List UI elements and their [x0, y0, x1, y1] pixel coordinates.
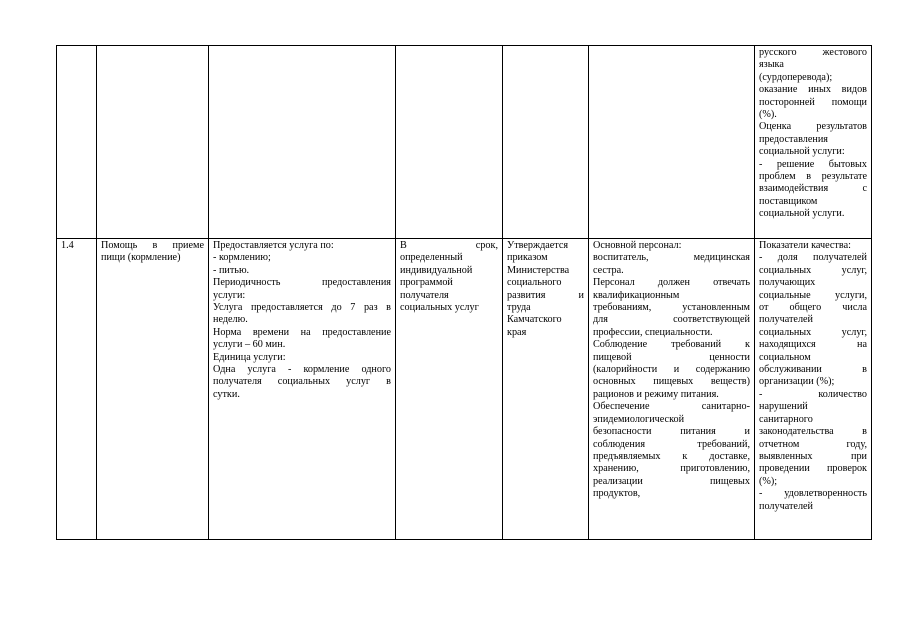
text-line: социального: [507, 277, 562, 289]
text-line: социальном: [759, 351, 811, 363]
cell-term: [396, 239, 503, 540]
text-line: услуги:: [213, 289, 246, 301]
text-line: социальные услуги,: [759, 289, 867, 301]
service-term: [400, 240, 498, 314]
text-line: Показатели качества:: [759, 240, 851, 251]
text-line: продуктов,: [593, 488, 641, 500]
text-line: соблюдения требований,: [593, 438, 750, 450]
text-line: реализации пищевых: [593, 475, 750, 487]
cell-description: [209, 239, 396, 540]
service-name: [101, 240, 204, 265]
text-line: квалификационным: [593, 289, 680, 301]
text-line: определенный: [400, 252, 463, 264]
table-row-continued: [57, 46, 872, 239]
text-line: услуги – 60 мин.: [213, 339, 286, 351]
text-line: требованиям, установленным: [593, 302, 750, 314]
service-conditions: [593, 240, 750, 501]
text-line: поставщиком: [759, 195, 818, 207]
text-line: сестра.: [593, 264, 624, 276]
text-line: - доля получателей: [759, 252, 867, 264]
cell-conditions-empty: [589, 46, 755, 239]
text-line: получателей: [759, 314, 814, 326]
cell-name: [97, 239, 209, 540]
text-line: эпидемиологической: [593, 413, 685, 425]
cell-tariff-empty: [503, 46, 589, 239]
text-line: Камчатского: [507, 314, 562, 326]
text-line: социальных услуг: [400, 302, 479, 314]
text-line: Оценка результатов: [759, 121, 867, 133]
text-line: посторонней помощи: [759, 96, 867, 108]
text-line: получателя: [400, 289, 449, 301]
text-line: развития и: [507, 289, 584, 301]
table-row-1-4: [57, 239, 872, 540]
text-line: индивидуальной: [400, 264, 473, 276]
text-line: организации (%);: [759, 376, 835, 388]
text-line: Обеспечение санитарно-: [593, 401, 750, 413]
cell-name-empty: [97, 46, 209, 239]
quality-continued-text: [759, 47, 867, 221]
text-line: находящихся на: [759, 339, 867, 351]
text-line: оказание иных видов: [759, 84, 867, 96]
text-line: труда: [507, 302, 531, 314]
text-line: неделю.: [213, 314, 248, 326]
text-line: обслуживании в: [759, 364, 867, 376]
text-line: получателя социальных услуг в: [213, 376, 391, 388]
cell-term-empty: [396, 46, 503, 239]
text-line: проведении проверок: [759, 463, 867, 475]
cell-conditions: [589, 239, 755, 540]
text-line: рационов и режиму питания.: [593, 388, 719, 400]
text-line: безопасности питания и: [593, 426, 750, 438]
text-line: социальной услуги:: [759, 146, 845, 158]
text-line: санитарного: [759, 413, 813, 425]
text-line: - питью.: [213, 264, 250, 276]
text-line: - кормлению;: [213, 252, 271, 264]
text-line: Персонал должен отвечать: [593, 277, 750, 289]
text-line: Услуга предоставляется до 7 раз в: [213, 302, 391, 314]
text-line: В срок,: [400, 240, 498, 251]
text-line: от общего числа: [759, 302, 867, 314]
text-line: социальных услуг,: [759, 264, 867, 276]
text-line: (калорийности и содержанию: [593, 364, 750, 376]
service-description: [213, 240, 391, 401]
text-line: (%);: [759, 475, 778, 487]
text-line: получателей: [759, 500, 814, 512]
text-line: Утверждается: [507, 240, 569, 251]
text-line: программой: [400, 277, 453, 289]
text-line: основных пищевых веществ): [593, 376, 750, 388]
cell-number-empty: [57, 46, 97, 239]
text-line: отчетном году,: [759, 438, 867, 450]
text-line: края: [507, 326, 527, 338]
row-number: 1.4: [61, 240, 74, 251]
text-line: Помощь в приеме: [101, 240, 204, 251]
text-line: (%).: [759, 109, 777, 121]
text-line: Министерства: [507, 264, 570, 276]
text-line: предоставления: [759, 133, 828, 145]
text-line: (сурдоперевода);: [759, 71, 833, 83]
text-line: пищи (кормление): [101, 252, 181, 264]
text-line: Одна услуга - кормление одного: [213, 364, 391, 376]
services-table: [56, 45, 872, 540]
quality-indicators: [759, 240, 867, 513]
text-line: хранению, приготовлению,: [593, 463, 750, 475]
text-line: - решение бытовых: [759, 158, 867, 170]
cell-tariff: [503, 239, 589, 540]
text-line: для соответствующей: [593, 314, 750, 326]
text-line: нарушений: [759, 401, 808, 413]
text-line: Единица услуги:: [213, 351, 286, 363]
text-line: приказом: [507, 252, 548, 264]
text-line: взаимодействия с: [759, 183, 867, 195]
text-line: пищевой ценности: [593, 351, 750, 363]
cell-quality: [755, 239, 872, 540]
text-line: социальной услуги.: [759, 208, 845, 220]
text-line: получающих: [759, 277, 816, 289]
text-line: выявленных при: [759, 450, 867, 462]
cell-quality-continued: [755, 46, 872, 239]
text-line: Норма времени на предоставление: [213, 326, 391, 338]
text-line: законодательства в: [759, 426, 867, 438]
text-line: Предоставляется услуга по:: [213, 240, 334, 251]
text-line: - удовлетворенность: [759, 488, 867, 500]
text-line: - количество: [759, 388, 867, 400]
text-line: Периодичность предоставления: [213, 277, 391, 289]
text-line: социальных услуг,: [759, 326, 867, 338]
service-tariff: [507, 240, 584, 339]
cell-description-empty: [209, 46, 396, 239]
text-line: предъявляемых к доставке,: [593, 450, 750, 462]
text-line: профессии, специальности.: [593, 326, 713, 338]
text-line: проблем в результате: [759, 171, 867, 183]
text-line: Соблюдение требований к: [593, 339, 750, 351]
text-line: сутки.: [213, 388, 240, 400]
text-line: воспитатель, медицинская: [593, 252, 750, 264]
text-line: Основной персонал:: [593, 240, 682, 251]
cell-number: [57, 239, 97, 540]
text-line: русского жестового: [759, 47, 867, 58]
text-line: языка: [759, 59, 784, 71]
